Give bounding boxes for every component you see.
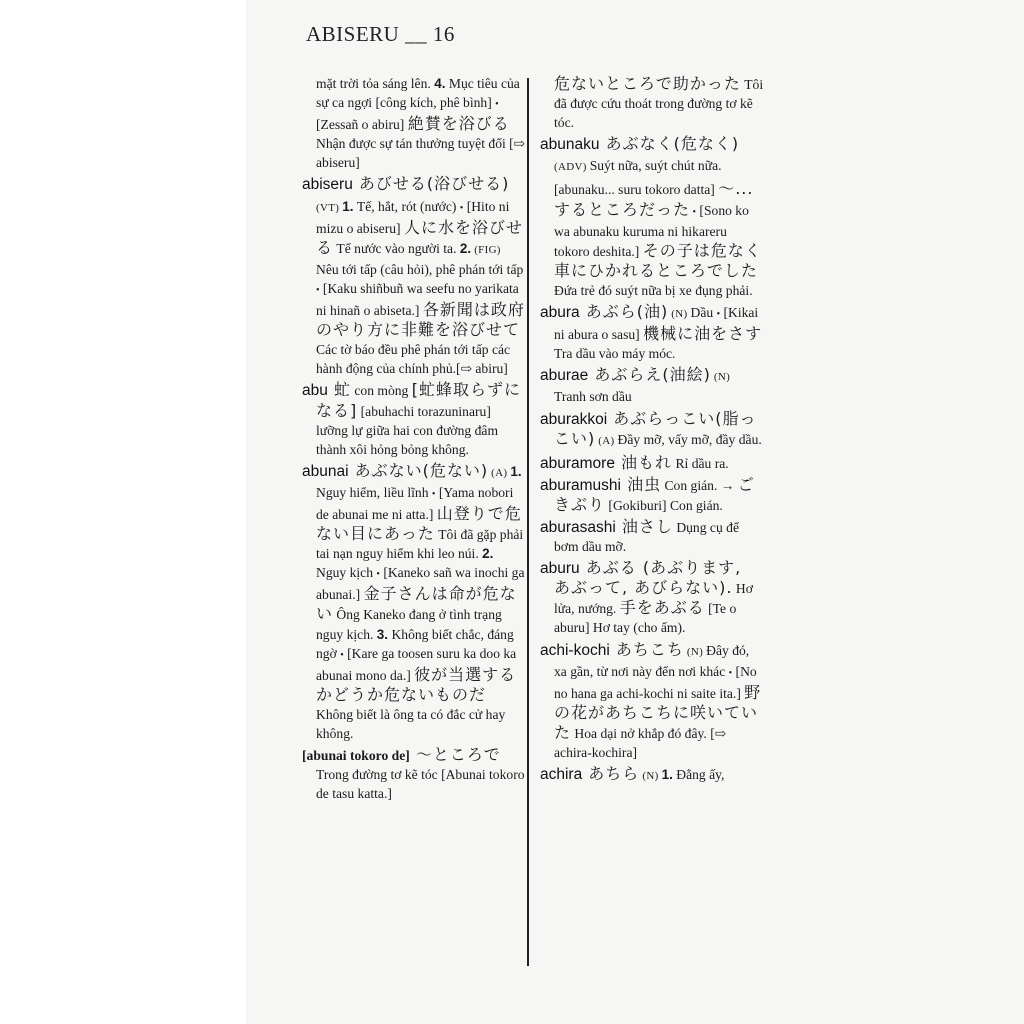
entry-aburamushi: aburamushi 油虫 Con gián. → ごきぶり [Gokiburi] Con gián.: [540, 474, 755, 514]
bullet-icon: •: [459, 202, 464, 214]
bullet-icon: •: [495, 99, 499, 111]
bullet-icon: •: [690, 206, 697, 218]
entry-aburakkoi: aburakkoi あぶらっこい(脂っこい) (A) Đầy mỡ, vấy mỡ, đầy dầu.: [540, 408, 762, 448]
entry-abiseru: abiseru あびせる(浴びせる) (VT) 1. Tế, hắt, rót (nước) • [Hito ni mizu o abiseru] 人に水を浴びせる Tế nước vào người ta. 2. (FIG) Nêu tới tấp (câu hỏi), phê phán tới tấp • [Kaku shiñbuñ wa seefu no yarikata ni hinañ o abiseta.] 各新聞は政府のやり方に非難を浴びせて Các tờ báo đều phê phán tới tấp các hành động của chính phủ.[⇨ abiru]: [302, 174, 525, 377]
page-header: ABISERU __ 16: [306, 22, 455, 46]
bullet-icon: •: [728, 667, 733, 679]
headword: aburamore: [540, 454, 615, 472]
headword: aburae: [540, 367, 589, 385]
entry-achi-kochi: achi-kochi あちこち (N) Đây đó, xa gần, từ nơi này đến nơi khác • [No no hana ga achi-kochi ni saite ita.] 野の花があちこちに咲いていた Hoa dại nở khắp đó đây. [⇨ achira-kochira]: [540, 639, 762, 760]
bullet-icon: •: [376, 569, 380, 581]
entry-aburae: aburae あぶらえ(油絵) (N) Tranh sơn dầu: [540, 365, 731, 405]
entry-continuation: mặt trời tỏa sáng lên. 4. Mục tiêu của sự ca ngợi [công kích, phê bình] • [Zessañ o abiru] 絶賛を浴びる Nhận được sự tán thưởng tuyệt đối [⇨ abiseru]: [316, 76, 526, 171]
headword: achira: [540, 766, 583, 784]
entry-aburasashi: aburasashi 油さし Dụng cụ để bơm dầu mỡ.: [540, 516, 739, 555]
entry-abunai: abunai あぶない(危ない) (A) 1. Nguy hiểm, liều lĩnh • [Yama nobori de abunai me ni atta.] 山登りで危ない目にあった Tôi đã gặp phải tai nạn nguy hiểm khi leo núi. 2. Nguy kịch • [Kaneko sañ wa inochi ga abunai.] 金子さんは命が危ない Ông Kaneko đang ở tình trạng nguy kịch. 3. Không biết chắc, đáng ngờ • [Kare ga toosen suru ka doo ka abunai mono da.] 彼が当選するかどうか危ないものだ Không biết là ông ta có đắc cử hay không.: [302, 460, 525, 741]
headword: abu: [302, 382, 328, 400]
entry-abura: abura あぶら(油) (N) Dầu • [Kikai ni abura o sasu] 機械に油をさす Tra dầu vào máy móc.: [540, 302, 763, 362]
headword: abura: [540, 304, 580, 322]
headword: abunai: [302, 462, 349, 480]
headword: aburamushi: [540, 476, 621, 494]
entry-achira: achira あちら (N) 1. Đằng ấy,: [540, 764, 725, 784]
headword: abunaku: [540, 136, 600, 154]
headword: achi-kochi: [540, 641, 610, 659]
entry-abunaku-phrase: [abunaku... suru tokoro datta] 〜...するところだった • [Sono ko wa abunaku kuruma ni hikareru tokoro deshita.] その子は危なく車にひかれるところでした Đứa trẻ đó suýt nữa bị xe đụng phải.: [554, 179, 762, 298]
entry-abu: abu 虻 con mòng [虻蜂取らずになる] [abuhachi torazuninaru] lưỡng lự giữa hai con đường đâm thành xôi hỏng bỏng không.: [302, 380, 522, 457]
bullet-icon: •: [431, 488, 436, 500]
headword: aburakkoi: [540, 410, 608, 428]
entry-aburu: aburu あぶる (あぶります, あぶって, あびらない). Hơ lửa, nướng. 手をあぶる [Te o aburu] Hơ tay (cho ấm).: [540, 558, 753, 636]
phrase-headword: [abunai tokoro de]: [302, 748, 410, 764]
headword: aburasashi: [540, 518, 616, 536]
column-divider: [527, 78, 529, 966]
bullet-icon: •: [316, 284, 320, 296]
entry-aburamore: aburamore 油もれ Rỉ dầu ra.: [540, 452, 729, 472]
right-column: [540, 74, 764, 788]
bullet-icon: •: [716, 309, 721, 321]
headword: aburu: [540, 560, 580, 578]
bullet-icon: •: [340, 649, 344, 661]
left-column: [302, 74, 526, 805]
headword: abiseru: [302, 176, 353, 194]
entry-abunaku: abunaku あぶなく(危なく) (ADV) Suýt nữa, suýt chút nữa.: [540, 134, 740, 174]
entry-continuation: 危ないところで助かった Tôi đã được cứu thoát trong đường tơ kẽ tóc.: [554, 74, 764, 131]
entry-abunai-tokoro-de: [abunai tokoro de] 〜ところで Trong đường tơ kẽ tóc [Abunai tokoro de tasu katta.]: [302, 745, 525, 802]
